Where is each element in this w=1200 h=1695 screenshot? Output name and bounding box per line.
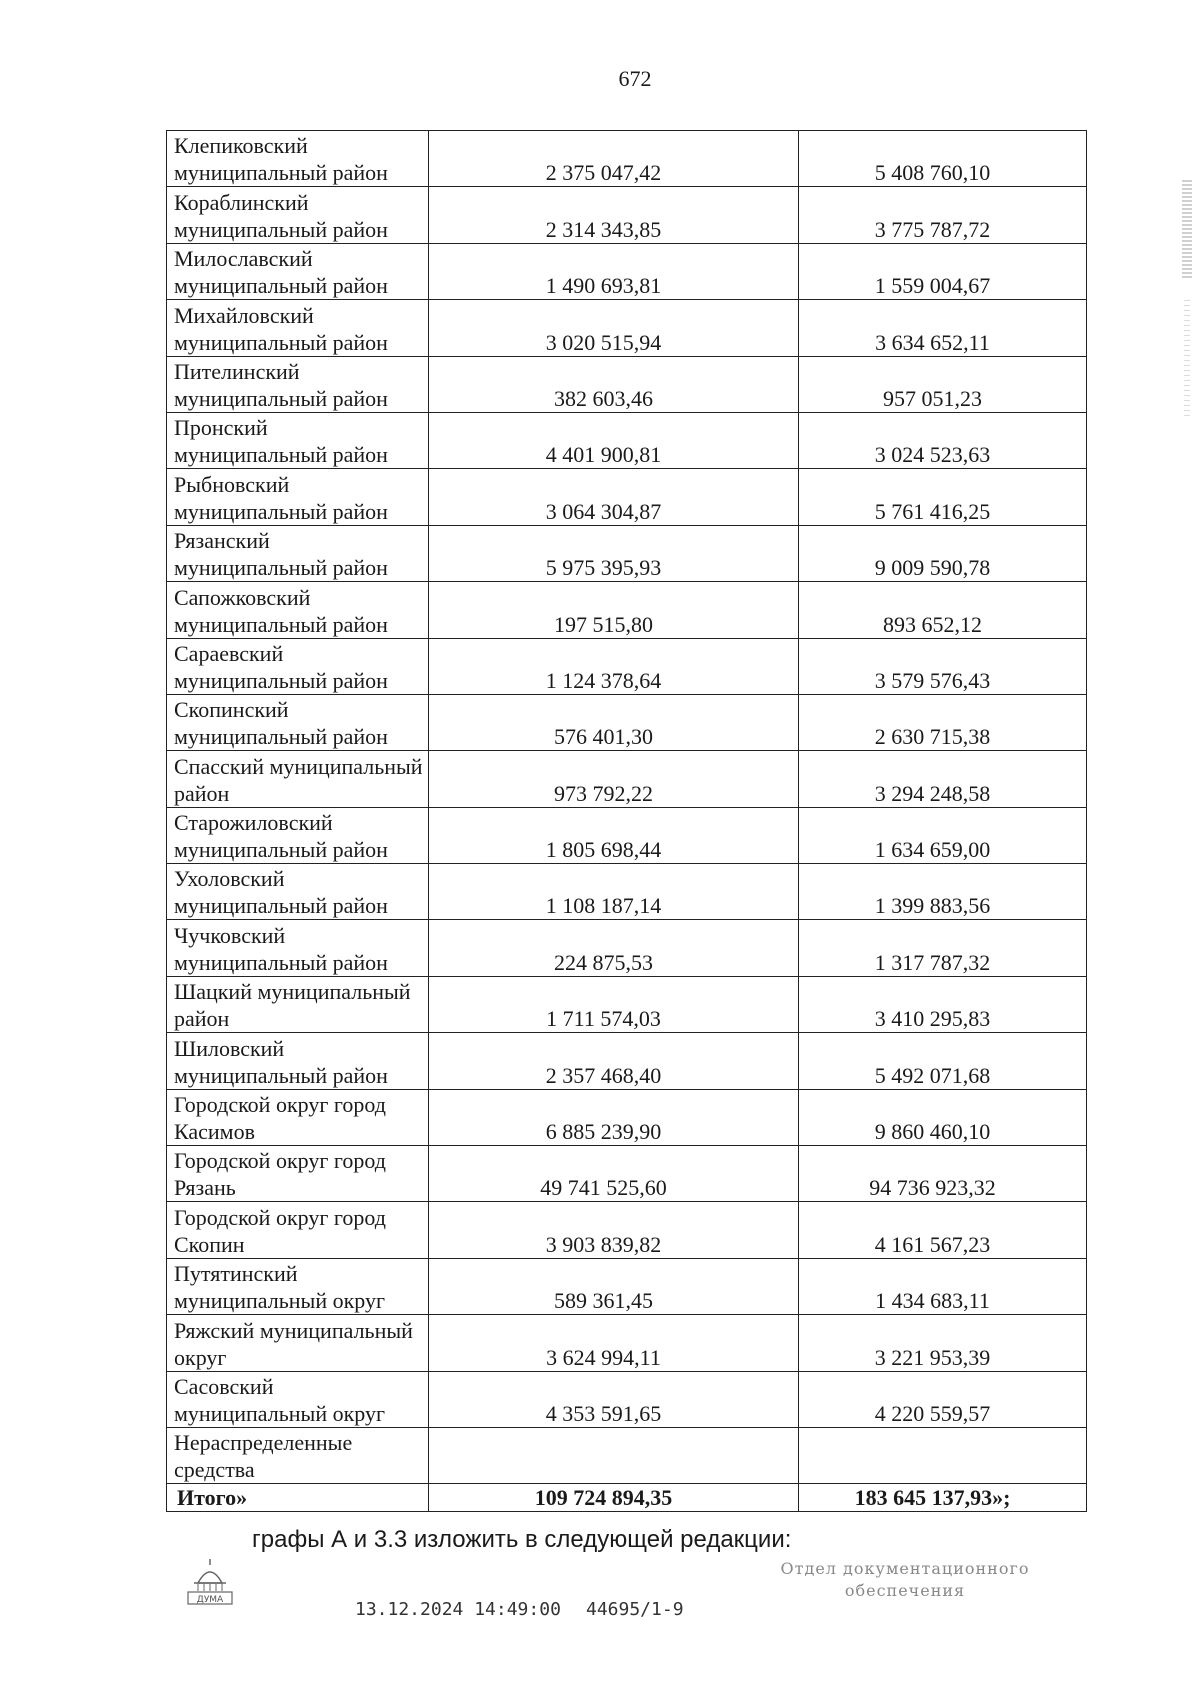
amount-value: 5 761 416,25 [874, 498, 991, 524]
table-row [167, 1258, 1087, 1314]
amount-value: 576 401,30 [554, 724, 653, 750]
amount-cell-col3 [799, 694, 1087, 750]
amount-value: 1 124 378,64 [545, 667, 662, 693]
table-row [167, 1202, 1087, 1258]
district-name-cell: Рязанский муниципальный район [167, 525, 429, 581]
emblem-text: ДУМА [196, 1595, 224, 1605]
district-name-cell: Рыбновский муниципальный район [167, 469, 429, 525]
scan-edge-mark [1182, 180, 1192, 280]
amount-value: 1 317 787,32 [874, 949, 991, 975]
table-row [167, 412, 1087, 468]
amount-cell-col2 [429, 1202, 799, 1258]
amount-value: 4 161 567,23 [874, 1231, 991, 1257]
amount-value: 5 492 071,68 [874, 1062, 991, 1088]
total-amount-col2 [429, 1484, 799, 1512]
amount-value: 3 024 523,63 [874, 442, 991, 468]
table-row [167, 694, 1087, 750]
stamp-line-1: Отдел документационного [780, 1559, 1030, 1578]
amount-cell-col2 [429, 751, 799, 807]
amount-value: 3 064 304,87 [545, 498, 662, 524]
amount-value: 957 051,23 [883, 385, 982, 411]
amount-cell-col2 [429, 300, 799, 356]
amount-value: 3 579 576,43 [874, 667, 991, 693]
amount-value: 382 603,46 [554, 385, 653, 411]
total-amount-col3 [799, 1484, 1087, 1512]
amount-cell-col3 [799, 751, 1087, 807]
table-row [167, 1146, 1087, 1202]
table-row [167, 751, 1087, 807]
table-row [167, 864, 1087, 920]
table-row [167, 187, 1087, 243]
amount-cell-col2 [429, 638, 799, 694]
amount-cell-col3 [799, 1258, 1087, 1314]
amount-value: 1 634 659,00 [874, 837, 991, 863]
table-row [167, 807, 1087, 863]
page-number: 672 [618, 66, 652, 91]
amount-cell-col2 [429, 187, 799, 243]
district-name-cell: Сараевский муниципальный район [167, 638, 429, 694]
amount-value: 5 975 395,93 [545, 555, 662, 581]
amount-value: 2 630 715,38 [874, 724, 991, 750]
amendment-text: графы А и 3.3 изложить в следующей редакции: [252, 1526, 792, 1553]
amount-value: 1 399 883,56 [874, 893, 991, 919]
district-name-cell: Городской округ город Касимов [167, 1089, 429, 1145]
amount-value: 589 361,45 [554, 1288, 653, 1314]
amount-cell-col2 [429, 412, 799, 468]
amount-value: 893 652,12 [883, 611, 982, 637]
amount-value: 94 736 923,32 [869, 1175, 996, 1201]
amount-cell-col3 [799, 1427, 1087, 1483]
amount-value: 3 634 652,11 [875, 329, 990, 355]
amount-cell-col2 [429, 807, 799, 863]
amount-value: 5 408 760,10 [874, 160, 991, 186]
amount-cell-col3 [799, 638, 1087, 694]
amount-cell-col2 [429, 356, 799, 412]
amount-cell-col3 [799, 469, 1087, 525]
amount-value: 4 353 591,65 [545, 1400, 662, 1426]
amount-cell-col3 [799, 1315, 1087, 1371]
amount-value: 973 792,22 [554, 780, 653, 806]
amount-cell-col2 [429, 1427, 799, 1483]
district-name-cell: Клепиковский муниципальный район [167, 131, 429, 187]
amount-cell-col3 [799, 1202, 1087, 1258]
amount-cell-col3 [799, 187, 1087, 243]
amount-cell-col2 [429, 525, 799, 581]
amount-value: 6 885 239,90 [545, 1119, 662, 1145]
department-stamp [760, 1558, 1050, 1602]
amount-cell-col2 [429, 1146, 799, 1202]
document-number: 44695/1-9 [586, 1599, 684, 1620]
amount-cell-col3 [799, 1371, 1087, 1427]
amount-value: 1 108 187,14 [545, 893, 662, 919]
table-row [167, 1315, 1087, 1371]
amount-value: 1 711 574,03 [546, 1006, 661, 1032]
amount-cell-col3 [799, 356, 1087, 412]
stamp-line-2: обеспечения [844, 1581, 966, 1600]
amount-cell-col3 [799, 1146, 1087, 1202]
district-name-cell: Пронский муниципальный район [167, 412, 429, 468]
amount-cell-col3 [799, 920, 1087, 976]
amount-value: 2 375 047,42 [545, 160, 662, 186]
amount-value: 3 775 787,72 [874, 216, 991, 242]
table-row [167, 469, 1087, 525]
amount-cell-col2 [429, 1315, 799, 1371]
amount-cell-col3 [799, 582, 1087, 638]
table-row [167, 300, 1087, 356]
amount-value: 4 401 900,81 [545, 442, 662, 468]
amount-value: 3 294 248,58 [874, 780, 991, 806]
amount-cell-col3 [799, 864, 1087, 920]
amount-cell-col3 [799, 1089, 1087, 1145]
amount-value: 3 903 839,82 [545, 1231, 662, 1257]
district-name-cell: Шацкий муниципальный район [167, 976, 429, 1032]
timestamp: 13.12.2024 14:49:00 [355, 1599, 561, 1620]
total-label: Итого» [167, 1484, 429, 1512]
table-row [167, 525, 1087, 581]
amount-cell-col2 [429, 864, 799, 920]
amount-value: 4 220 559,57 [874, 1400, 991, 1426]
table-row [167, 1371, 1087, 1427]
amount-value: 3 221 953,39 [874, 1344, 991, 1370]
amount-value: 2 357 468,40 [545, 1062, 662, 1088]
amount-cell-col3 [799, 131, 1087, 187]
amount-cell-col2 [429, 131, 799, 187]
amount-cell-col2 [429, 1371, 799, 1427]
district-name-cell: Шиловский муниципальный район [167, 1033, 429, 1089]
amount-cell-col3 [799, 525, 1087, 581]
amount-value: 1 805 698,44 [545, 837, 662, 863]
amount-value: 49 741 525,60 [540, 1175, 667, 1201]
amount-value: 1 434 683,11 [875, 1288, 990, 1314]
amount-value: 3 020 515,94 [545, 329, 662, 355]
amount-cell-col2 [429, 243, 799, 299]
table-row [167, 356, 1087, 412]
amount-value: 183 645 137,93»; [854, 1485, 1011, 1511]
table-row [167, 1089, 1087, 1145]
amount-cell-col2 [429, 920, 799, 976]
table-row [167, 131, 1087, 187]
amount-cell-col3 [799, 976, 1087, 1032]
district-name-cell: Сасовский муниципальный округ [167, 1371, 429, 1427]
amount-cell-col2 [429, 469, 799, 525]
table-row [167, 243, 1087, 299]
amount-value: 9 860 460,10 [874, 1119, 991, 1145]
amount-value: 1 490 693,81 [545, 273, 662, 299]
amount-cell-col2 [429, 1089, 799, 1145]
district-name-cell: Пителинский муниципальный район [167, 356, 429, 412]
amount-cell-col3 [799, 807, 1087, 863]
district-name-cell: Кораблинский муниципальный район [167, 187, 429, 243]
amount-cell-col3 [799, 1033, 1087, 1089]
table-row [167, 582, 1087, 638]
amount-value: 3 410 295,83 [874, 1006, 991, 1032]
district-name-cell: Сапожковский муниципальный район [167, 582, 429, 638]
table-row [167, 920, 1087, 976]
budget-table-container [166, 130, 1087, 1512]
duma-emblem-icon [180, 1553, 240, 1609]
district-name-cell: Путятинский муниципальный округ [167, 1258, 429, 1314]
district-name-cell: Михайловский муниципальный район [167, 300, 429, 356]
amount-cell-col2 [429, 1033, 799, 1089]
amount-value: 2 314 343,85 [545, 216, 662, 242]
amount-cell-col2 [429, 976, 799, 1032]
table-row [167, 1427, 1087, 1483]
district-name-cell: Скопинский муниципальный район [167, 694, 429, 750]
table-row [167, 1033, 1087, 1089]
amount-cell-col3 [799, 243, 1087, 299]
district-name-cell: Ухоловский муниципальный район [167, 864, 429, 920]
district-name-cell: Старожиловский муниципальный район [167, 807, 429, 863]
amount-value: 3 624 994,11 [546, 1344, 661, 1370]
budget-table [166, 130, 1087, 1512]
amount-value: 224 875,53 [554, 949, 653, 975]
district-name-cell: Ряжский муниципальный округ [167, 1315, 429, 1371]
amount-cell-col2 [429, 582, 799, 638]
amount-value: 1 559 004,67 [874, 273, 991, 299]
district-name-cell: Городской округ город Скопин [167, 1202, 429, 1258]
amount-value: 197 515,80 [554, 611, 653, 637]
amount-cell-col3 [799, 412, 1087, 468]
amount-value: 109 724 894,35 [534, 1485, 673, 1511]
total-row [167, 1484, 1087, 1512]
amount-cell-col2 [429, 1258, 799, 1314]
scan-edge-mark [1184, 300, 1190, 420]
table-row [167, 638, 1087, 694]
district-name-cell: Чучковский муниципальный район [167, 920, 429, 976]
district-name-cell: Нераспределенные средства [167, 1427, 429, 1483]
amount-cell-col2 [429, 694, 799, 750]
district-name-cell: Городской округ город Рязань [167, 1146, 429, 1202]
district-name-cell: Милославский муниципальный район [167, 243, 429, 299]
amount-value: 9 009 590,78 [874, 555, 991, 581]
district-name-cell: Спасский муниципальный район [167, 751, 429, 807]
table-row [167, 976, 1087, 1032]
amount-cell-col3 [799, 300, 1087, 356]
